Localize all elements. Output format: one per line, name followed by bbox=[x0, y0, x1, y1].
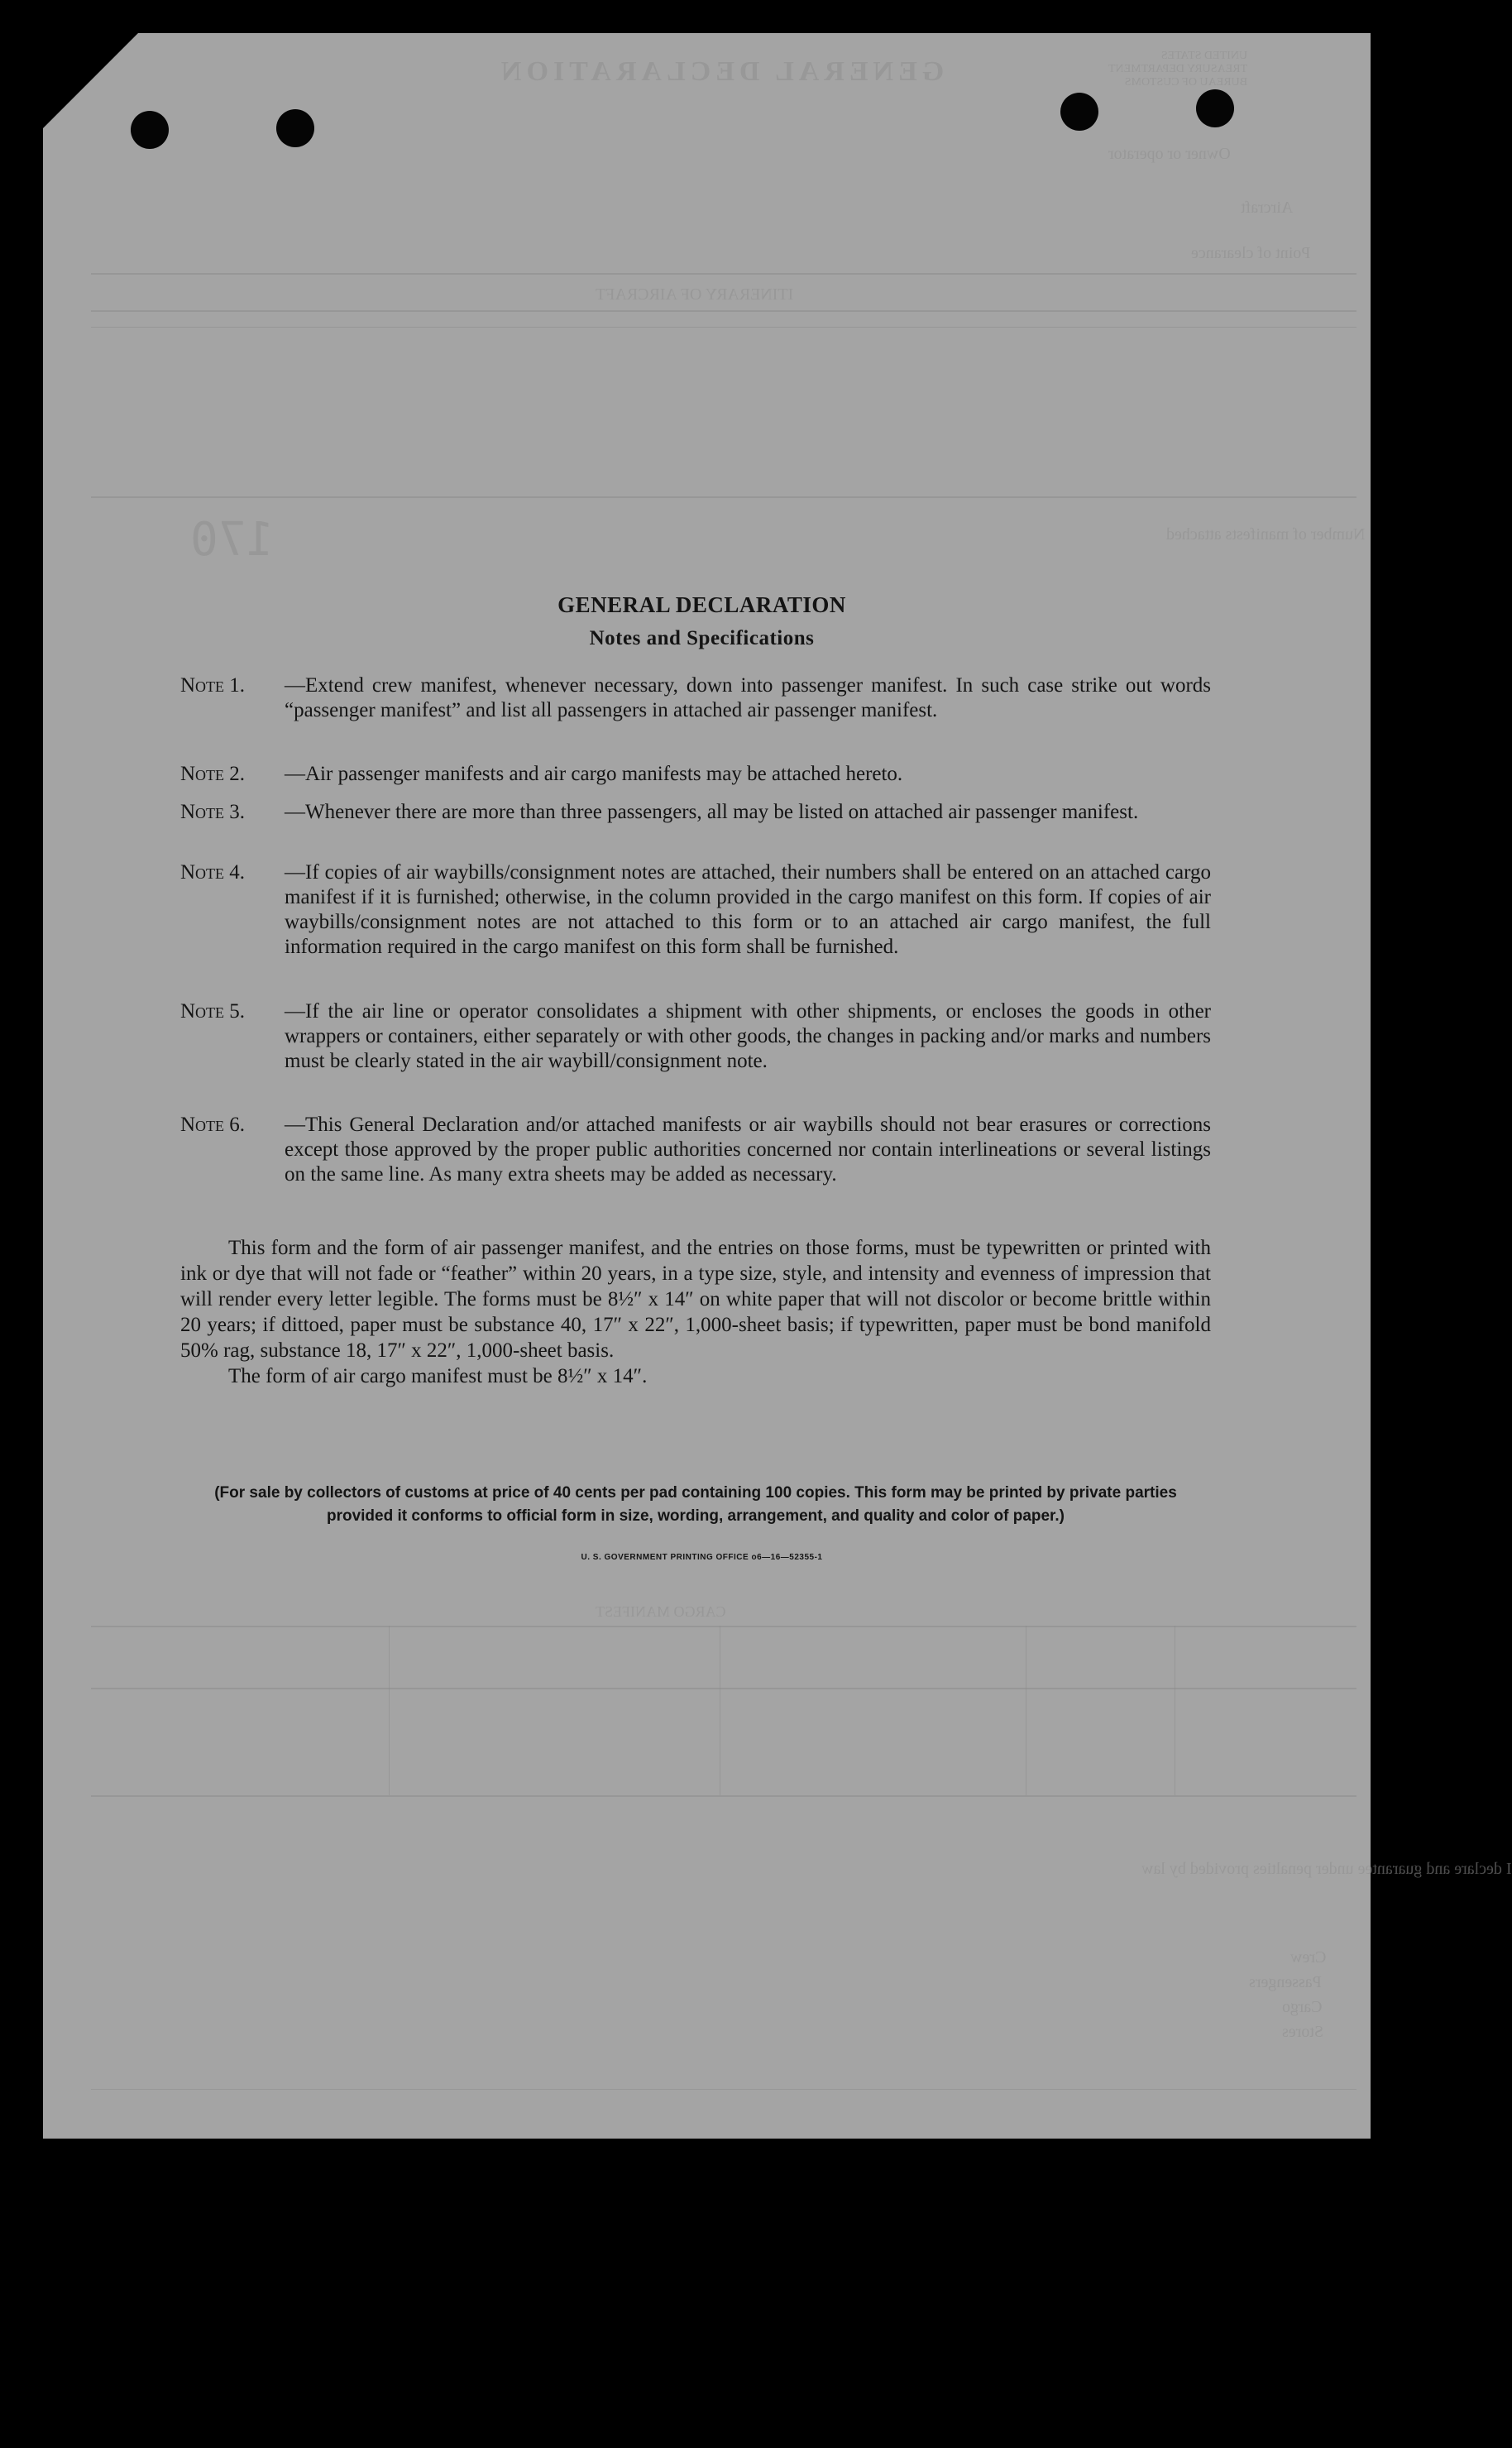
folded-corner bbox=[43, 33, 138, 128]
specifications-paragraph: This form and the form of air passenger manifest, and the entries on those forms, must be typewritten or printed with ink or dye that will not fade or “feather” within 20 years, in a type size, style, and intensity and evenness of impression that will render every letter legible. The forms must be 8½″ x 14″ on white paper that will not discolor or become brittle within 20 years; if dittoed, paper must be substance 40, 17″ x 22″, 1,000-sheet basis; if typewritten, paper must be bond manifold 50% rag, substance 18, 17″ x 22″, 1,000-sheet basis. bbox=[180, 1237, 1211, 1362]
cargo-manifest-size: The form of air cargo manifest must be 8½″ x 14″. bbox=[228, 1365, 648, 1387]
bleed-through-number: 170 bbox=[190, 513, 275, 567]
document-page bbox=[43, 33, 1371, 2139]
page-title: GENERAL DECLARATION bbox=[557, 592, 846, 617]
specifications bbox=[180, 1235, 1211, 1389]
note-1 bbox=[180, 673, 1211, 723]
note-text: —If the air line or operator consolidates a shipment with other shipments, or encloses the goods in other wrappers or containers, either separately or with other goods, the changes in packing and/or marks and numbers must be clearly stated in the air waybill/consignment note. bbox=[285, 1000, 1211, 1072]
note-3 bbox=[180, 800, 1211, 825]
note-text: —If copies of air waybills/consignment notes are attached, their numbers shall be entered on an attached cargo manifest if it is furnished; otherwise, in the column provided in the cargo manifest on this form. If copies of air waybills/consignment notes are not attached to this form or to an attached air cargo manifest, the full information required in the cargo manifest on this form shall be furnished. bbox=[285, 861, 1211, 958]
note-label: Note 5. bbox=[180, 1000, 246, 1023]
note-5 bbox=[180, 999, 1211, 1074]
note-label: Note 3. bbox=[180, 801, 246, 823]
note-text: —This General Declaration and/or attached manifests or air waybills should not bear erasures or corrections except those approved by the proper public authorities concerned nor contain interlineations or several listings on the same line. As many extra sheets may be added as necessary. bbox=[285, 1114, 1211, 1186]
sale-notice: (For sale by collectors of customs at price of 40 cents per pad containing 100 copies. This form may be printed by private parties provided it conforms to official form in size, wording, arrangement, and quality and color of paper.) bbox=[214, 1484, 1177, 1525]
note-text: —Whenever there are more than three passengers, all may be listed on attached air passenger manifest. bbox=[285, 801, 1139, 823]
punch-hole bbox=[276, 109, 314, 147]
note-label: Note 1. bbox=[180, 674, 246, 697]
note-label: Note 6. bbox=[180, 1114, 246, 1136]
note-text: —Extend crew manifest, whenever necessary, down into passenger manifest. In such case strike out words “passenger manifest” and list all passengers in attached air passenger manifest. bbox=[285, 674, 1211, 721]
page-subtitle: Notes and Specifications bbox=[589, 627, 815, 649]
note-6 bbox=[180, 1113, 1211, 1187]
note-label: Note 4. bbox=[180, 861, 246, 884]
note-label: Note 2. bbox=[180, 763, 246, 785]
punch-hole bbox=[1196, 89, 1234, 127]
note-4 bbox=[180, 860, 1211, 960]
printer-imprint: U. S. GOVERNMENT PRINTING OFFICE o6—16—52355-1 bbox=[581, 1553, 823, 1562]
note-2 bbox=[180, 762, 1211, 787]
punch-hole bbox=[131, 111, 169, 149]
punch-hole bbox=[1060, 93, 1098, 131]
note-text: —Air passenger manifests and air cargo manifests may be attached hereto. bbox=[285, 763, 903, 785]
